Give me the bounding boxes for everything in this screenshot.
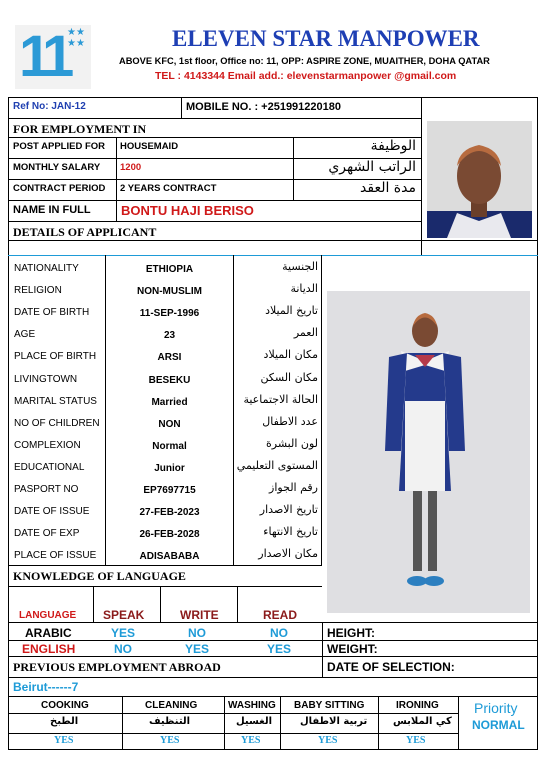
post-value: HOUSEMAID: [120, 141, 179, 152]
skill-cleaning-ar: التنظيف: [149, 716, 191, 727]
skill-babysitting-en: BABY SITTING: [294, 700, 365, 711]
mobile-number: MOBILE NO. : +251991220180: [186, 101, 341, 113]
previous-heading: PREVIOUS EMPLOYMENT ABROAD: [13, 660, 221, 674]
detail-value: ARSI: [157, 352, 182, 364]
contract-label: CONTRACT PERIOD: [13, 183, 106, 194]
skill-cleaning-en: CLEANING: [145, 700, 198, 711]
weight-label: WEIGHT:: [327, 642, 378, 656]
portrait-photo: [427, 121, 532, 238]
priority-value: NORMAL: [472, 718, 525, 732]
post-label: POST APPLIED FOR: [13, 141, 106, 152]
star-icon: ★★ ★★: [67, 27, 85, 49]
salary-value: 1200: [120, 162, 142, 173]
detail-label: PLACE OF ISSUE: [14, 550, 97, 562]
detail-arabic: تاريخ الانتهاء: [263, 525, 318, 539]
detail-label: DATE OF BIRTH: [14, 307, 90, 319]
skill-cooking-ar: الطبخ: [50, 716, 79, 727]
detail-label: LIVINGTOWN: [14, 373, 78, 385]
logo-number: 11: [19, 24, 69, 89]
company-contact: TEL : 4143344 Email add.: elevenstarmanpower @gmail.com: [155, 70, 457, 82]
arabic-speak: YES: [111, 626, 136, 640]
detail-value: Junior: [154, 462, 185, 474]
height-label: HEIGHT:: [327, 626, 375, 640]
detail-value: ADISABABA: [139, 551, 200, 563]
detail-label: NATIONALITY: [14, 263, 79, 274]
detail-value: Normal: [152, 440, 187, 452]
contract-arabic: مدة العقد: [360, 180, 416, 196]
lang-header-language: LANGUAGE: [19, 610, 77, 621]
salary-arabic: الراتب الشهري: [328, 159, 416, 175]
salary-label: MONTHLY SALARY: [13, 162, 101, 173]
skill-babysitting-val: YES: [318, 735, 338, 746]
skill-cooking-en: COOKING: [41, 700, 89, 711]
lang-arabic: ARABIC: [25, 626, 72, 640]
company-name: ELEVEN STAR MANPOWER: [172, 26, 480, 51]
detail-arabic: مكان الميلاد: [263, 348, 318, 362]
detail-arabic: العمر: [293, 326, 318, 340]
detail-label: NO OF CHILDREN: [14, 417, 100, 429]
detail-arabic: الحالة الاجتماعية: [243, 392, 318, 406]
lang-header-write: WRITE: [180, 608, 219, 622]
detail-label: DATE OF ISSUE: [14, 506, 90, 518]
detail-value: 27-FEB-2023: [139, 507, 200, 519]
english-speak: NO: [114, 642, 132, 656]
detail-arabic: تاريخ الميلاد: [265, 304, 318, 318]
ref-number: Ref No: JAN-12: [13, 101, 86, 112]
detail-value: EP7697715: [143, 485, 196, 496]
detail-arabic: عدد الاطفال: [262, 414, 318, 428]
lang-header-read: READ: [263, 608, 298, 622]
previous-location: Beirut------7: [13, 680, 79, 694]
details-heading: DETAILS OF APPLICANT: [13, 225, 157, 239]
detail-value: NON-MUSLIM: [137, 286, 202, 298]
detail-label: PLACE OF BIRTH: [14, 351, 97, 363]
contract-value: 2 YEARS CONTRACT: [120, 183, 217, 194]
name-label: NAME IN FULL: [13, 204, 91, 216]
detail-label: COMPLEXION: [14, 439, 81, 451]
skill-ironing-en: IRONING: [396, 700, 439, 711]
arabic-read: NO: [270, 626, 288, 640]
date-selection-label: DATE OF SELECTION:: [327, 660, 455, 674]
detail-arabic: المستوى التعليمي: [236, 458, 318, 472]
language-heading: KNOWLEDGE OF LANGUAGE: [13, 569, 186, 583]
company-logo: [15, 25, 91, 89]
detail-label: RELIGION: [14, 285, 62, 297]
employment-heading: FOR EMPLOYMENT IN: [13, 122, 147, 136]
detail-label: AGE: [14, 329, 36, 341]
name-value: BONTU HAJI BERISO: [121, 203, 254, 218]
skill-washing-val: YES: [241, 735, 261, 746]
detail-value: Married: [151, 396, 188, 408]
detail-arabic: لون البشرة: [266, 436, 318, 450]
company-address: ABOVE KFC, 1st floor, Office no: 11, OPP: ASPIRE ZONE, MUAITHER, DOHA QATAR: [119, 56, 490, 66]
skill-cleaning-val: YES: [160, 735, 180, 746]
skill-babysitting-ar: تربية الاطفال: [300, 716, 368, 727]
detail-arabic: تاريخ الاصدار: [259, 503, 318, 517]
detail-arabic: مكان السكن: [260, 370, 318, 384]
detail-label: MARITAL STATUS: [14, 395, 97, 407]
skill-washing-ar: الغسيل: [236, 716, 273, 727]
lang-header-speak: SPEAK: [103, 608, 145, 622]
skill-cooking-val: YES: [54, 735, 74, 746]
priority-label: Priority: [474, 700, 518, 716]
detail-arabic: الجنسية الديانة: [282, 260, 318, 295]
english-read: YES: [267, 642, 292, 656]
detail-value: 26-FEB-2028: [139, 529, 200, 541]
detail-value: ETHIOPIA: [145, 264, 194, 275]
skill-ironing-ar: كي الملابس: [393, 716, 452, 727]
lang-english: ENGLISH: [22, 642, 76, 656]
skill-ironing-val: YES: [406, 735, 426, 746]
full-body-photo: [327, 291, 530, 613]
detail-label: DATE OF EXP: [14, 528, 80, 540]
detail-value: 23: [163, 330, 176, 342]
detail-value: 11-SEP-1996: [139, 308, 200, 320]
detail-value: BESEKU: [148, 374, 191, 386]
detail-value: NON: [158, 418, 181, 430]
skill-washing-en: WASHING: [228, 700, 276, 711]
post-arabic: الوظيفة: [370, 138, 416, 154]
arabic-write: NO: [188, 626, 206, 640]
detail-arabic: مكان الاصدار: [258, 547, 318, 561]
detail-label: EDUCATIONAL: [14, 461, 85, 473]
detail-arabic: رقم الجواز: [269, 481, 318, 494]
detail-label: PASPORT NO: [14, 484, 79, 495]
english-write: YES: [185, 642, 210, 656]
